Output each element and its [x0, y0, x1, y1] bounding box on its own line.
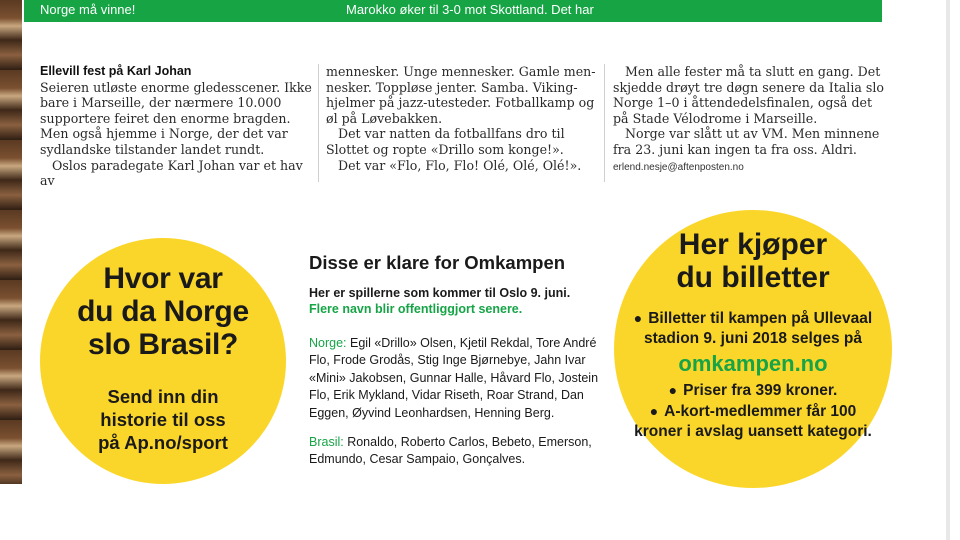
tickets-info — [626, 308, 880, 442]
callout-cta — [40, 385, 286, 454]
roster-title: Disse er klare for Omkampen — [309, 252, 566, 273]
article-paragraph: Det var «Flo, Flo, Flo! Olé, Olé, Olé!». — [338, 157, 582, 173]
norway-label: Norge: — [309, 336, 347, 350]
callout-line: du da Norge — [77, 295, 249, 328]
photo-edge — [0, 0, 22, 484]
article-paragraph: mennesker. Unge mennesker. Gamle mennesker. Toppløse jenter. Samba. Viking-hjelmer på jazz-utesteder. Fotballkamp og øl på Løvebakken. — [326, 64, 596, 126]
article-subhead: Ellevill fest på Karl Johan — [40, 64, 192, 78]
brazil-label: Brasil: — [309, 435, 344, 450]
omkampen-roster — [309, 252, 609, 469]
brazil-players: Ronaldo, Roberto Carlos, Bebeto, Emerson, Edmundo, Cesar Sampaio, Gonçalves. — [309, 435, 592, 467]
lead-green-text: Flere navn blir offentliggjort senere. — [309, 302, 523, 316]
callout-line: Hvor var — [103, 262, 223, 295]
norway-roster — [309, 335, 609, 422]
tickets-callout-circle — [614, 210, 892, 488]
story-callout-circle — [40, 238, 286, 484]
article-paragraph: Seieren utløste enorme gledesscener. Ikke bare i Marseille, der nærmere 10.000 supportere feiret den enorme bragden. Men også hjemme i Norge, der det var sydlandske tilstander landet rundt. — [40, 79, 312, 157]
article-column-2 — [326, 64, 598, 173]
column-divider — [318, 64, 319, 182]
top-green-banner — [24, 0, 882, 22]
brazil-roster — [309, 434, 609, 469]
article-column-1 — [40, 64, 312, 189]
heading-line: du billetter — [676, 261, 830, 294]
article-paragraph: Oslos paradegate Karl Johan var et hav av — [40, 157, 303, 189]
omkampen-link[interactable]: omkampen.no — [678, 351, 828, 376]
tickets-heading — [614, 228, 892, 294]
author-email: erlend.nesje@aftenposten.no — [613, 161, 744, 173]
heading-line: Her kjøper — [678, 228, 828, 261]
article-paragraph: Det var natten da fotballfans dro til Slottet og ropte «Drillo som konge!». — [326, 126, 565, 157]
ticket-bullet: ● Billetter til kampen på Ullevaal stadion 9. juni 2018 selges på — [626, 308, 880, 349]
roster-lead — [309, 285, 609, 317]
article-paragraph: Norge var slått ut av VM. Men minnene fra 23. juni kan ingen ta fra oss. Aldri. — [613, 126, 880, 157]
ticket-bullet: ● A-kort-medlemmer får 100 kroner i avslag uansett kategori. — [626, 401, 880, 442]
norway-players: Egil «Drillo» Olsen, Kjetil Rekdal, Tore André Flo, Frode Grodås, Stig Inge Bjørnebye, Jahn Ivar «Mini» Jakobsen, Gunnar Halle, Håvard Flo, Jostein Flo, Erik Mykland, Vidar Riseth, Roar Strand, Dan Eggen, Øyvind Leonhardsen, Henning Berg. — [309, 336, 599, 420]
lead-text: Her er spillerne som kommer til Oslo 9. juni. — [309, 286, 571, 300]
article-paragraph: Men alle fester må ta slutt en gang. Det skjedde drøyt tre døgn senere da Italia slo Norge 1–0 i åttendedelsfinalen, også det på Stade Vélodrome i Marseille. — [613, 64, 884, 126]
ticket-bullet: ● Priser fra 399 kroner. — [626, 380, 880, 401]
cta-line: Send inn din — [107, 386, 219, 407]
banner-left-text: Norge må vinne! — [40, 2, 136, 17]
banner-right-text: Marokko øker til 3-0 mot Skottland. Det har — [346, 2, 594, 17]
cta-line: på Ap.no/sport — [98, 432, 228, 453]
article-column-3 — [613, 64, 888, 175]
callout-line: slo Brasil? — [87, 328, 239, 361]
page-edge-divider — [946, 0, 950, 540]
column-divider — [604, 64, 605, 182]
cta-line: historie til oss — [100, 409, 226, 430]
callout-question — [40, 262, 286, 361]
